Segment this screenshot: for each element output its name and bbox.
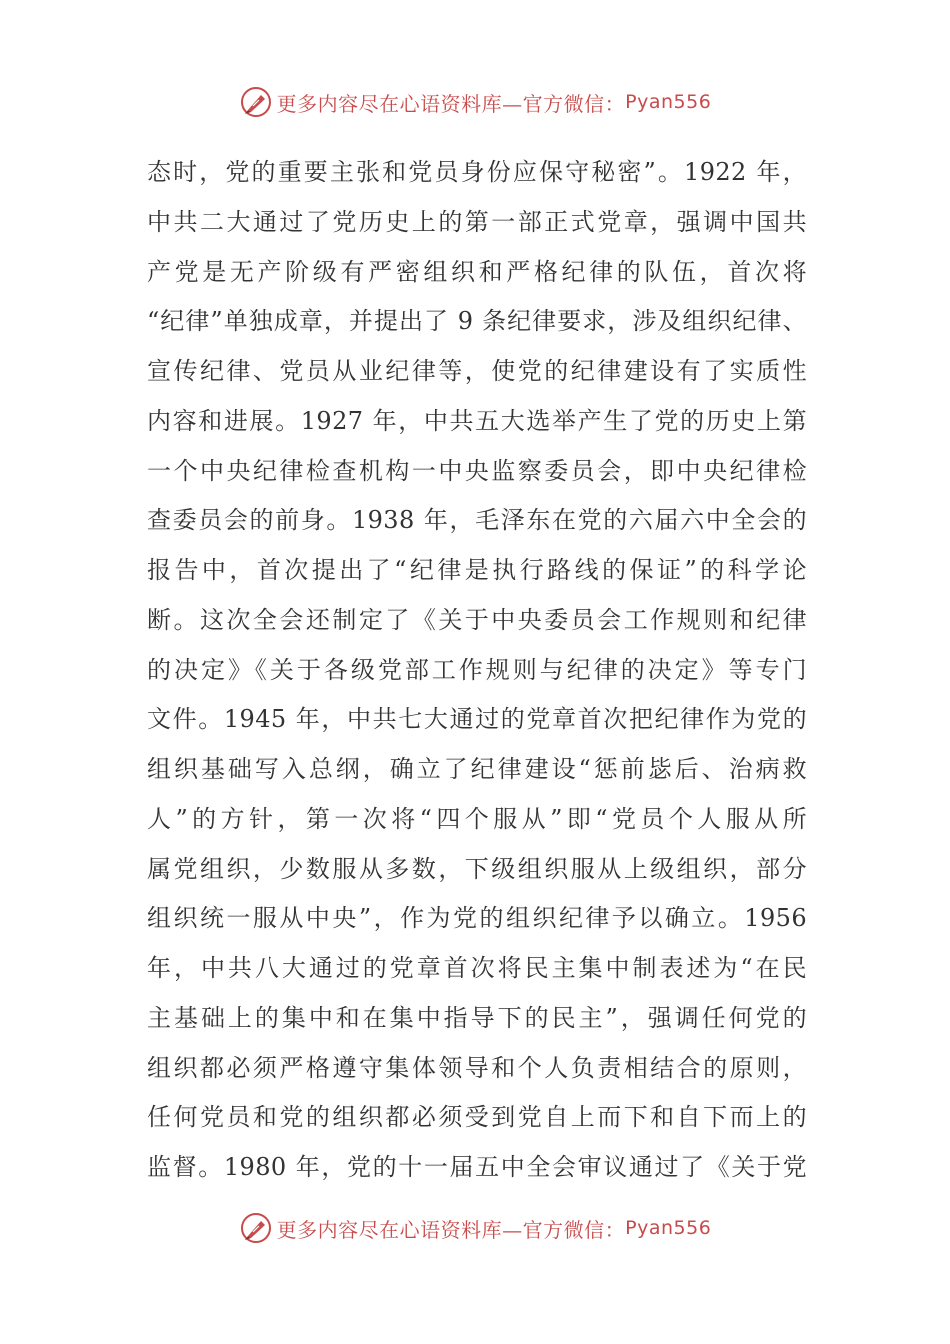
body-line: 查委员会的前身。1938 年，毛泽东在党的六届六中全会的 bbox=[147, 506, 807, 535]
body-line: 属党组织，少数服从多数，下级组织服从上级组织，部分 bbox=[147, 854, 807, 883]
footer-text: 更多内容尽在心语资料库—官方微信： bbox=[276, 1217, 626, 1242]
body-line: 组织统一服从中央”，作为党的组织纪律予以确立。1956 bbox=[147, 904, 807, 933]
body-line: 组织都必须严格遵守集体领导和个人负责相结合的原则， bbox=[147, 1053, 807, 1082]
header-banner bbox=[0, 82, 950, 122]
body-line: 任何党员和党的组织都必须受到党自上而下和自下而上的 bbox=[147, 1103, 807, 1132]
document-body bbox=[147, 148, 807, 1193]
body-line: 产党是无产阶级有严密组织和严格纪律的队伍，首次将 bbox=[147, 257, 807, 286]
footer-banner bbox=[0, 1208, 950, 1248]
body-line: 的决定》《关于各级党部工作规则与纪律的决定》等专门 bbox=[147, 655, 807, 684]
body-line: 组织基础写入总纲，确立了纪律建设“惩前毖后、治病救 bbox=[147, 755, 807, 783]
body-line: 报告中，首次提出了“纪律是执行路线的保证”的科学论 bbox=[147, 556, 807, 584]
body-line: 年，中共八大通过的党章首次将民主集中制表述为“在民 bbox=[147, 954, 807, 982]
footer-wechat-id: Pyan556 bbox=[625, 1217, 712, 1239]
body-line: 文件。1945 年，中共七大通过的党章首次把纪律作为党的 bbox=[147, 705, 807, 734]
body-line: 主基础上的集中和在集中指导下的民主”，强调任何党的 bbox=[147, 1003, 807, 1032]
body-line: 宣传纪律、党员从业纪律等，使党的纪律建设有了实质性 bbox=[147, 357, 807, 385]
body-line: 一个中央纪律检查机构一中央监察委员会，即中央纪律检 bbox=[147, 456, 807, 485]
header-wechat-id: Pyan556 bbox=[625, 91, 712, 113]
header-text: 更多内容尽在心语资料库—官方微信： bbox=[276, 91, 626, 116]
body-line: “纪律”单独成章，并提出了 9 条纪律要求，涉及组织纪律、 bbox=[147, 307, 807, 336]
body-line: 态时，党的重要主张和党员身份应保守秘密”。1922 年， bbox=[147, 158, 807, 186]
pen-nib-logo-icon bbox=[239, 85, 273, 119]
pen-nib-logo-icon bbox=[239, 1211, 273, 1245]
body-line: 内容和进展。1927 年，中共五大选举产生了党的历史上第 bbox=[147, 406, 807, 435]
body-line: 人”的方针，第一次将“四个服从”即“党员个人服从所 bbox=[147, 804, 807, 833]
body-line: 中共二大通过了党历史上的第一部正式党章，强调中国共 bbox=[147, 207, 807, 236]
body-line: 断。这次全会还制定了《关于中央委员会工作规则和纪律 bbox=[147, 605, 807, 634]
body-line: 监督。1980 年，党的十一届五中全会审议通过了《关于党 bbox=[147, 1153, 807, 1181]
